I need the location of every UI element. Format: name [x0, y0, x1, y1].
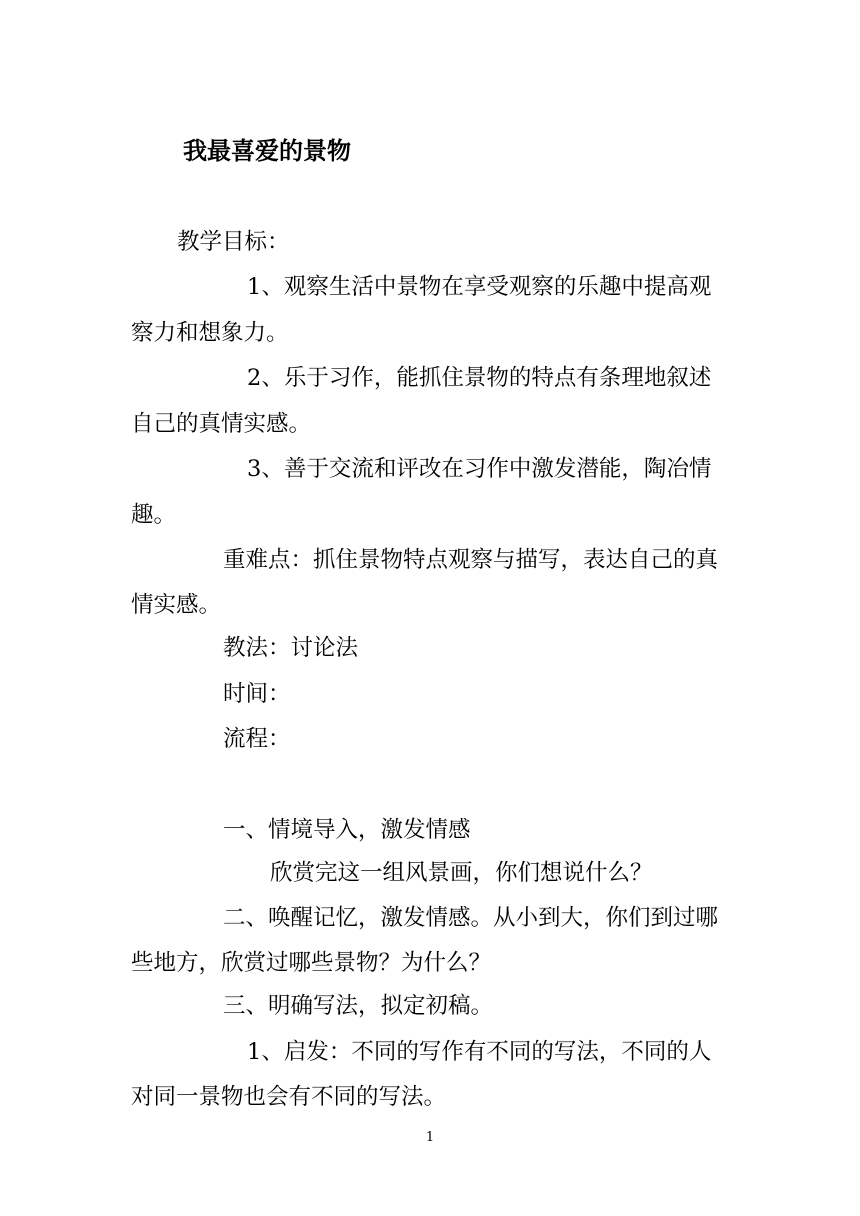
- time-line: 时间：: [223, 681, 291, 707]
- objective-1-line-1: 1、观察生活中景物在享受观察的乐趣中提高观: [247, 274, 712, 300]
- section-1-heading: 一、情境导入，激发情感: [223, 817, 471, 843]
- section-3-item-1-line-1: 1、启发：不同的写作有不同的写法，不同的人: [247, 1039, 712, 1065]
- section-3-heading: 三、明确写法，拟定初稿。: [223, 993, 494, 1019]
- process-line: 流程：: [223, 726, 291, 752]
- objectives-heading: 教学目标：: [177, 229, 290, 255]
- section-2-line-2: 些地方，欣赏过哪些景物？为什么？: [131, 950, 492, 976]
- method-line: 教法：讨论法: [223, 635, 359, 661]
- key-points-line-1: 重难点：抓住景物特点观察与描写，表达自己的真: [223, 547, 719, 573]
- section-2-line-1: 二、唤醒记忆，激发情感。从小到大，你们到过哪: [223, 905, 719, 931]
- objective-1-line-2: 察力和想象力。: [131, 320, 289, 346]
- objective-3-line-1: 3、善于交流和评改在习作中激发潜能，陶冶情: [247, 456, 712, 482]
- section-1-text: 欣赏完这一组风景画，你们想说什么？: [270, 860, 653, 886]
- page-number: 1: [425, 1130, 435, 1145]
- section-3-item-1-line-2: 对同一景物也会有不同的写法。: [131, 1084, 447, 1110]
- objective-2-line-2: 自己的真情实感。: [131, 411, 312, 437]
- objective-2-line-1: 2、乐于习作，能抓住景物的特点有条理地叙述: [247, 365, 712, 391]
- key-points-line-2: 情实感。: [131, 592, 222, 618]
- document-title: 我最喜爱的景物: [183, 136, 351, 165]
- objective-3-line-2: 趣。: [131, 502, 177, 528]
